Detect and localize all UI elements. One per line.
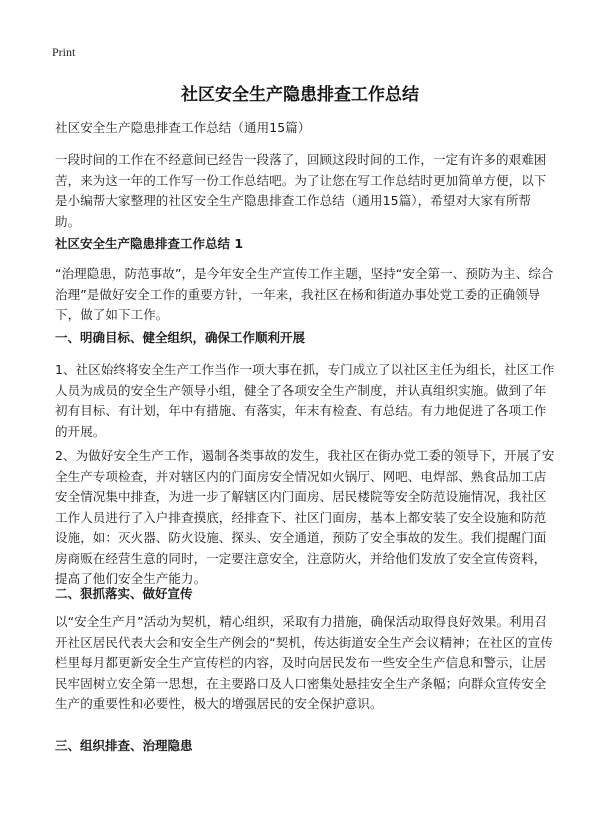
document-title: 社区安全生产隐患排查工作总结 — [181, 85, 419, 105]
part-heading-3: 三、组织排查、治理隐患 — [55, 738, 193, 753]
section-heading: 社区安全生产隐患排查工作总结 1 — [55, 236, 244, 251]
part-1-paragraph-1: 1、社区始终将安全生产工作当作一项大事在抓，专门成立了以社区主任为组长，社区工作人员为成员的安全生产领导小组，健全了各项安全生产制度，并认真组织实施。做到了年初有目标、有计划，年中有措施、有落实，年末有检查、有总结。有力地促进了各项工作的开展。 — [55, 362, 555, 439]
part-2-paragraph-1: 以“安全生产月”活动为契机，精心组织，采取有力措施，确保活动取得良好效果。利用召开社区居民代表大会和安全生产例会的“契机，传达街道安全生产会议精神；在社区的宣传栏里每月都更新安全生产宣传栏的内容，及时向居民发布一些安全生产信息和警示，让居民牢固树立安全第一思想，在主要路口及人口密集处悬挂安全生产条幅；向群众宣传安全生产的重要性和必要性，极大的增强居民的安全保护意识。 — [55, 614, 553, 711]
part-1-paragraph-2: 2、为做好安全生产工作，遏制各类事故的发生，我社区在街办党工委的领导下，开展了安全生产专项检查，并对辖区内的门面房安全情况如火锅厅、网吧、电焊部、熟食品加工店安全情况集中排查，为进一步了解辖区内门面房、居民楼院等安全防范设施情况，我社区工作人员进行了入户排查摸底，经排查下、社区门面房，基本上都安装了安全设施和防范设施，如：灭火器、防火设施、探头、安全通道，预防了安全事故的发生。我们提醒门面房商贩在经营生意的同时，一定要注意安全，注意防火，并给他们发放了安全宣传资料，提高了他们安全生产能力。 — [55, 448, 555, 586]
document-subtitle: 社区安全生产隐患排查工作总结（通用15篇） — [55, 120, 311, 135]
part-heading-1: 一、明确目标、健全组织，确保工作顺利开展 — [55, 330, 306, 345]
section-lead-paragraph: “治理隐患，防范事故”，是今年安全生产宣传工作主题，坚持“安全第一、预防为主、综合治理”是做好安全工作的重要方针，一年来，我社区在杨和街道办事处党工委的正确领导下，做了如下工作。 — [55, 266, 554, 322]
part-heading-2: 二、狠抓落实、做好宣传 — [55, 586, 193, 601]
intro-paragraph: 一段时间的工作在不经意间已经告一段落了，回顾这段时间的工作，一定有许多的艰难困苦，来为这一年的工作写一份工作总结吧。为了让您在写工作总结时更加简单方便，以下是小编帮大家整理的社区安全生产隐患排查工作总结（通用15篇），希望对大家有所帮助。 — [55, 152, 547, 229]
print-link[interactable]: Print — [52, 45, 76, 59]
